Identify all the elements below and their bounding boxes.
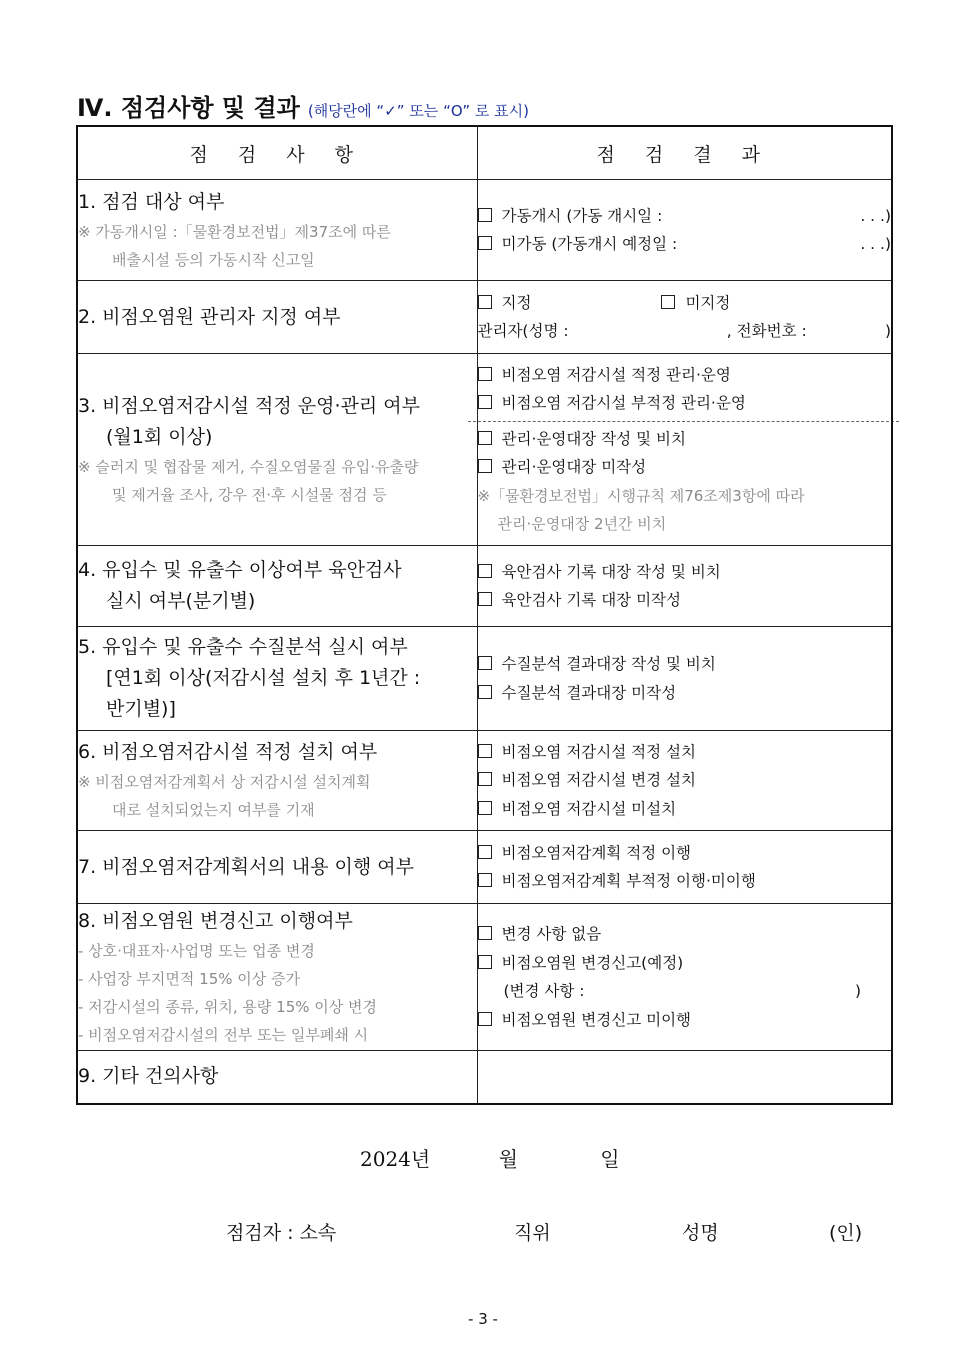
option-label: 비점오염 저감시설 변경 설치 <box>501 771 696 790</box>
item-cell <box>77 731 477 831</box>
date-blank: . . .) <box>860 206 891 225</box>
section-note <box>308 102 529 120</box>
checkbox-icon[interactable] <box>478 926 492 940</box>
table-row <box>77 904 892 1051</box>
item-title: 4. 유입수 및 유출수 이상여부 육안검사 <box>78 559 402 581</box>
inspector-affiliation-label: 점검자 : 소속 <box>226 1222 337 1244</box>
checkbox-icon[interactable] <box>478 656 492 670</box>
result-cell <box>477 546 892 627</box>
item-note: ※ 가동개시일 :「물환경보전법」제37조에 따른 <box>78 222 391 241</box>
checkbox-icon[interactable] <box>478 685 492 699</box>
suggestion-field[interactable] <box>477 1051 892 1104</box>
item-title: 8. 비점오염원 변경신고 이행여부 <box>78 909 353 932</box>
option-label: 수질분석 결과대장 미작성 <box>501 683 677 702</box>
item-title: 2. 비점오염원 관리자 지정 여부 <box>78 305 341 328</box>
result-option[interactable] <box>478 230 892 259</box>
checkbox-icon[interactable] <box>478 1012 492 1026</box>
option-label: 육안검사 기록 대장 미작성 <box>501 591 681 609</box>
table-row <box>77 731 892 831</box>
item-note: - 사업장 부지면적 15% 이상 증가 <box>78 969 300 988</box>
result-note: 관리·운영대장 2년간 비치 <box>497 515 667 533</box>
option-label: 수질분석 결과대장 작성 및 비치 <box>501 655 716 673</box>
result-option[interactable] <box>478 558 892 587</box>
option-label: 비점오염 저감시설 미설치 <box>501 799 677 818</box>
result-option[interactable] <box>478 453 892 482</box>
option-label: 미지정 <box>685 293 731 312</box>
date-line <box>360 1143 620 1172</box>
result-option[interactable] <box>478 1006 892 1035</box>
item-cell <box>77 281 477 354</box>
item-note: 및 제거율 조사, 강우 전·후 시설물 점검 등 <box>112 485 387 504</box>
checkbox-icon[interactable] <box>478 592 492 606</box>
manager-line[interactable] <box>478 317 892 346</box>
date-year: 2024년 <box>360 1147 431 1171</box>
option-label: 비점오염 저감시설 부적정 관리·운영 <box>501 394 746 412</box>
checkbox-icon[interactable] <box>478 367 492 381</box>
checkbox-icon[interactable] <box>478 236 492 250</box>
result-cell <box>477 627 892 731</box>
item-note: - 상호·대표자·사업명 또는 업종 변경 <box>78 941 315 960</box>
checkbox-icon[interactable] <box>478 459 492 473</box>
result-cell <box>477 281 892 354</box>
table-row <box>77 546 892 627</box>
result-option[interactable] <box>478 650 892 679</box>
checkbox-icon[interactable] <box>478 208 492 222</box>
item-cell <box>77 180 477 281</box>
result-option[interactable] <box>478 679 892 708</box>
item-note: ※ 슬러지 및 협잡물 제거, 수질오염물질 유입·유출량 <box>78 457 419 476</box>
option-label: 지정 <box>501 293 532 312</box>
section-title <box>77 88 529 123</box>
table-row <box>77 831 892 904</box>
item-subtitle: [연1회 이상(저감시설 설치 후 1년간 : <box>106 667 421 689</box>
result-option[interactable] <box>478 839 892 868</box>
table-row <box>77 1051 892 1104</box>
item-cell <box>77 354 477 546</box>
table-header-row <box>77 126 892 180</box>
item-title: 1. 점검 대상 여부 <box>78 190 225 213</box>
checkbox-icon[interactable] <box>478 431 492 445</box>
date-blank: . . .) <box>860 235 891 253</box>
result-cell <box>477 731 892 831</box>
item-title: 5. 유입수 및 유출수 수질분석 실시 여부 <box>78 636 408 658</box>
option-label: 비점오염저감계획 적정 이행 <box>501 843 692 862</box>
item-subtitle: 실시 여부(분기별) <box>106 590 256 612</box>
item-title: 7. 비점오염저감계획서의 내용 이행 여부 <box>78 855 414 878</box>
option-label: 가동개시 (가동 개시일 : <box>501 206 663 225</box>
checkbox-icon[interactable] <box>478 873 492 887</box>
checkbox-icon[interactable] <box>478 801 492 815</box>
dashed-divider <box>468 421 900 422</box>
checkbox-icon[interactable] <box>478 744 492 758</box>
result-option[interactable] <box>478 867 892 896</box>
item-cell <box>77 546 477 627</box>
date-month: 월 <box>498 1147 518 1171</box>
result-cell <box>477 831 892 904</box>
item-cell <box>77 831 477 904</box>
option-label: 관리·운영대장 미작성 <box>501 458 647 476</box>
table-row <box>77 354 892 546</box>
result-option[interactable] <box>478 361 892 390</box>
checkbox-icon[interactable] <box>478 845 492 859</box>
option-label: 비점오염원 변경신고 미이행 <box>501 1010 692 1029</box>
table-row <box>77 180 892 281</box>
note-prefix: (해당란에 “ <box>307 102 385 120</box>
result-note: ※「물환경보전법」시행규칙 제76조제3항에 따라 <box>477 486 805 505</box>
item-note: ※ 비점오염저감계획서 상 저감시설 설치계획 <box>78 773 371 791</box>
item-title: 3. 비점오염저감시설 적정 운영·관리 여부 <box>78 394 420 417</box>
change-close: ) <box>854 982 861 1000</box>
result-option[interactable] <box>478 586 892 615</box>
section-title-text: Ⅳ. 점검사항 및 결과 <box>77 94 300 122</box>
option-label: 비점오염 저감시설 적정 설치 <box>501 742 696 761</box>
result-option[interactable] <box>478 738 892 767</box>
item-cell <box>77 627 477 731</box>
item-title: 6. 비점오염저감시설 적정 설치 여부 <box>78 741 378 763</box>
checkbox-icon[interactable] <box>478 295 492 309</box>
item-note: 배출시설 등의 가동시작 신고일 <box>112 250 315 269</box>
phone-label: , 전화번호 : <box>726 322 807 340</box>
manager-close: ) <box>884 322 891 340</box>
checkbox-icon[interactable] <box>478 395 492 409</box>
inspection-table <box>76 125 893 1105</box>
name-label: 성명 <box>682 1222 719 1244</box>
table-row <box>77 281 892 354</box>
change-detail-line[interactable] <box>478 977 892 1006</box>
result-cell <box>477 354 892 546</box>
date-day: 일 <box>600 1147 620 1171</box>
result-cell <box>477 180 892 281</box>
option-label: 관리·운영대장 작성 및 비치 <box>501 429 686 448</box>
result-cell <box>477 904 892 1051</box>
item-note: - 저감시설의 종류, 위치, 용량 15% 이상 변경 <box>78 997 378 1016</box>
result-option[interactable] <box>478 389 892 418</box>
checkbox-icon[interactable] <box>478 955 492 969</box>
result-option[interactable] <box>478 949 892 978</box>
check-mark-icon: ✓ <box>384 102 397 120</box>
option-label: 비점오염 저감시설 적정 관리·운영 <box>501 365 731 384</box>
result-option[interactable] <box>478 920 892 949</box>
item-title: 9. 기타 건의사항 <box>78 1065 219 1088</box>
result-option[interactable] <box>478 766 892 795</box>
item-subtitle: (월1회 이상) <box>106 425 213 448</box>
manager-label: 관리자(성명 : <box>477 322 569 340</box>
item-note: - 비점오염저감시설의 전부 또는 일부폐쇄 시 <box>78 1025 369 1044</box>
item-subtitle: 반기별)] <box>106 698 176 720</box>
header-items: 점 검 사 항 <box>77 126 477 180</box>
page-number: - 3 - <box>468 1310 498 1328</box>
option-label: 변경 사항 없음 <box>501 925 602 943</box>
option-label: 비점오염저감계획 부적정 이행·미이행 <box>501 872 756 890</box>
result-option[interactable] <box>478 202 892 231</box>
checkbox-icon[interactable] <box>478 772 492 786</box>
table-row <box>77 627 892 731</box>
option-label: 비점오염원 변경신고(예정) <box>501 953 684 972</box>
checkbox-icon[interactable] <box>661 295 675 309</box>
result-option[interactable] <box>478 425 892 454</box>
item-note: 대로 설치되었는지 여부를 기재 <box>112 801 315 819</box>
result-option[interactable] <box>478 289 892 318</box>
option-label: 육안검사 기록 대장 작성 및 비치 <box>501 562 721 581</box>
change-label: (변경 사항 : <box>503 982 585 1000</box>
position-label: 직위 <box>514 1222 551 1244</box>
seal-label: (인) <box>829 1222 863 1244</box>
header-results: 점 검 결 과 <box>477 126 892 180</box>
item-cell <box>77 904 477 1051</box>
item-cell <box>77 1051 477 1104</box>
note-suffix: ” 또는 “O” 로 표시) <box>396 102 530 120</box>
checkbox-icon[interactable] <box>478 564 492 578</box>
result-option[interactable] <box>478 795 892 824</box>
option-label: 미가동 (가동개시 예정일 : <box>501 235 678 253</box>
